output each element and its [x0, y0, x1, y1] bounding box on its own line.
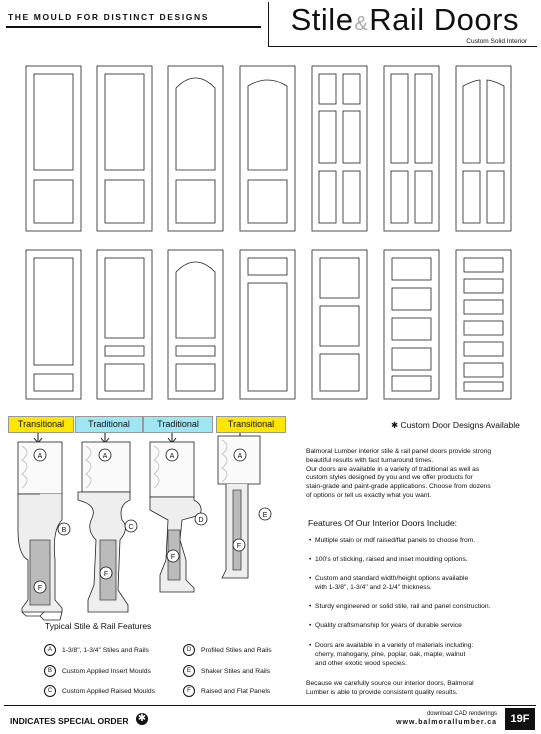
profile-tag-traditional: Traditional — [143, 416, 213, 433]
svg-text:F: F — [170, 554, 176, 561]
feature-item: • 100's of sticking, raised and inset moulding options. — [315, 556, 525, 565]
asterisk-icon: ✱ — [391, 420, 399, 430]
closing-paragraph: Because we carefully source our interior doors, Balmoral Lumber is able to provide consistent quality results. — [306, 680, 474, 696]
legend-item: D Profiled Stiles and Rails — [183, 644, 272, 656]
feature-item: • Custom and standard width/height options available with 1-3/8", 1-3/4" and 2-1/4" thickness. — [315, 575, 525, 593]
svg-text:F: F — [37, 585, 43, 592]
door-design — [26, 250, 81, 399]
legend-item: A 1-3/8", 1-3/4" Stiles and Rails — [44, 644, 149, 656]
intro-paragraph: Balmoral Lumber interior stile & rail panel doors provide strong beautiful results with fast turnaround times. Our doors are available in a variety of traditional as well as custom styles designed by you and we offer products for stain-grade and paint-grade applications. Choose from dozens of options or tell us exactly what you want. — [306, 448, 492, 499]
door-design — [384, 250, 439, 399]
door-design — [240, 250, 295, 399]
page-number: 19F — [505, 708, 535, 730]
svg-text:D: D — [198, 517, 204, 524]
feature-item: • Multiple stain or mdf raised/flat panels to choose from. — [315, 537, 525, 546]
website-link[interactable]: www.balmorallumber.ca — [396, 719, 497, 726]
door-design — [97, 66, 152, 231]
door-design — [26, 66, 81, 231]
profile-tag-transitional: Transitional — [8, 416, 74, 433]
custom-designs-note: ✱ Custom Door Designs Available — [391, 420, 520, 430]
door-design — [168, 250, 223, 399]
svg-text:A: A — [237, 453, 243, 460]
legend-item: B Custom Applied Insert Moulds — [44, 665, 151, 677]
feature-item: • Sturdy engineered or solid stile, rail and panel construction. — [315, 603, 525, 612]
svg-text:A: A — [102, 453, 108, 460]
asterisk-icon: ✱ — [137, 713, 147, 724]
door-design — [168, 66, 223, 231]
special-order-note: INDICATES SPECIAL ORDER — [10, 716, 129, 726]
tagline: THE MOULD FOR DISTINCT DESIGNS — [8, 12, 209, 22]
door-design — [384, 66, 439, 231]
download-cad-link[interactable]: download CAD renderings — [426, 711, 497, 717]
door-design — [97, 250, 152, 399]
svg-text:B: B — [61, 527, 67, 534]
svg-text:A: A — [37, 453, 43, 460]
profile-tag-transitional: Transitional — [216, 416, 286, 433]
door-design — [312, 66, 367, 231]
legend-item: E Shaker Stiles and Rails — [183, 665, 270, 677]
profile-section-3 — [150, 442, 204, 592]
svg-text:E: E — [262, 512, 268, 519]
legend-item: F Raised and Flat Panels — [183, 685, 270, 697]
profile-section-2 — [78, 442, 130, 612]
door-design — [456, 250, 511, 399]
svg-text:F: F — [236, 543, 242, 550]
door-design — [240, 66, 295, 231]
page-title: Stile&Rail Doors — [290, 2, 519, 37]
feature-item: • Quality craftsmanship for years of durable service — [315, 622, 525, 631]
legend-item: C Custom Applied Raised Moulds — [44, 685, 155, 697]
feature-item: • Doors are available in a variety of materials including: cherry, mahogany, pine, poplar, oak, maple, walnut and other exotic wood species. — [315, 642, 525, 668]
door-design — [312, 250, 367, 399]
tag-arrows — [34, 432, 244, 443]
door-design — [456, 66, 511, 231]
svg-text:F: F — [103, 571, 109, 578]
footer-rule — [4, 705, 536, 706]
legend-title: Typical Stile & Rail Features — [45, 621, 152, 631]
svg-text:C: C — [128, 524, 134, 531]
page-subtitle: Custom Solid Interior — [466, 38, 527, 45]
profile-tag-traditional: Traditional — [75, 416, 143, 433]
features-heading: Features Of Our Interior Doors Include: — [308, 518, 458, 528]
svg-text:A: A — [169, 453, 175, 460]
